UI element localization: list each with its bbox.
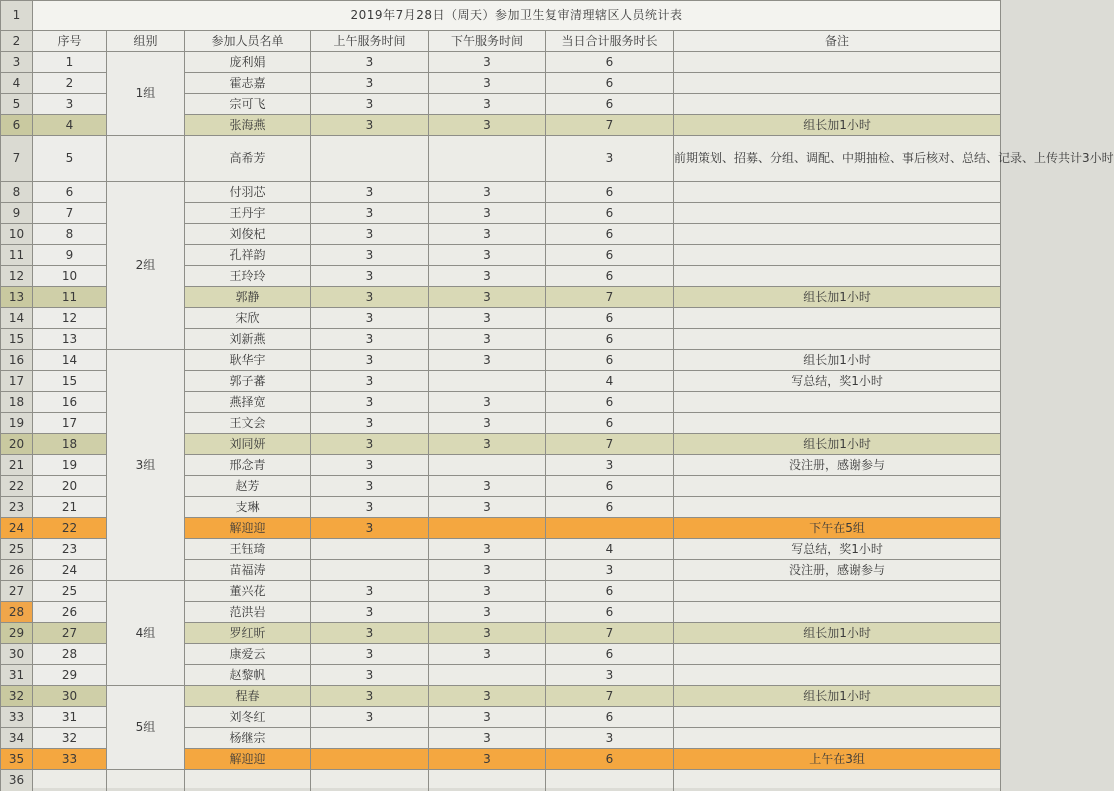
- total-cell[interactable]: 3: [546, 560, 674, 581]
- pm-cell[interactable]: 3: [429, 266, 546, 287]
- total-cell[interactable]: 7: [546, 623, 674, 644]
- pm-cell[interactable]: 3: [429, 73, 546, 94]
- note-cell[interactable]: [674, 644, 1001, 665]
- am-cell[interactable]: 3: [311, 203, 429, 224]
- row-header[interactable]: 27: [1, 581, 33, 602]
- note-cell[interactable]: 组长加1小时: [674, 350, 1001, 371]
- am-cell[interactable]: 3: [311, 182, 429, 203]
- seq-cell[interactable]: 5: [33, 136, 107, 182]
- row-header[interactable]: 2: [1, 31, 33, 52]
- total-cell[interactable]: 6: [546, 707, 674, 728]
- seq-cell[interactable]: 24: [33, 560, 107, 581]
- seq-cell[interactable]: 17: [33, 413, 107, 434]
- row-header[interactable]: 20: [1, 434, 33, 455]
- total-cell[interactable]: 7: [546, 434, 674, 455]
- seq-cell[interactable]: 18: [33, 434, 107, 455]
- total-cell[interactable]: [546, 518, 674, 539]
- am-cell[interactable]: [311, 749, 429, 770]
- seq-cell[interactable]: 32: [33, 728, 107, 749]
- seq-cell[interactable]: 22: [33, 518, 107, 539]
- empty-cell[interactable]: [429, 770, 546, 791]
- total-cell[interactable]: 6: [546, 476, 674, 497]
- row-header[interactable]: 10: [1, 224, 33, 245]
- note-cell[interactable]: 组长加1小时: [674, 287, 1001, 308]
- seq-cell[interactable]: 14: [33, 350, 107, 371]
- total-cell[interactable]: 7: [546, 686, 674, 707]
- name-cell[interactable]: 孔祥韵: [185, 245, 311, 266]
- note-cell[interactable]: 写总结，奖1小时: [674, 371, 1001, 392]
- seq-cell[interactable]: 8: [33, 224, 107, 245]
- pm-cell[interactable]: 3: [429, 686, 546, 707]
- seq-cell[interactable]: 31: [33, 707, 107, 728]
- name-cell[interactable]: 耿华宇: [185, 350, 311, 371]
- group-cell[interactable]: 1组: [107, 52, 185, 136]
- total-cell[interactable]: 4: [546, 371, 674, 392]
- seq-cell[interactable]: 3: [33, 94, 107, 115]
- pm-cell[interactable]: 3: [429, 623, 546, 644]
- pm-cell[interactable]: 3: [429, 350, 546, 371]
- pm-cell[interactable]: 3: [429, 287, 546, 308]
- pm-cell[interactable]: 3: [429, 539, 546, 560]
- seq-cell[interactable]: 13: [33, 329, 107, 350]
- am-cell[interactable]: 3: [311, 518, 429, 539]
- note-cell[interactable]: [674, 665, 1001, 686]
- pm-cell[interactable]: 3: [429, 413, 546, 434]
- note-cell[interactable]: [674, 182, 1001, 203]
- am-cell[interactable]: 3: [311, 707, 429, 728]
- seq-cell[interactable]: 16: [33, 392, 107, 413]
- total-cell[interactable]: 6: [546, 497, 674, 518]
- total-cell[interactable]: 6: [546, 329, 674, 350]
- note-cell[interactable]: [674, 602, 1001, 623]
- note-cell[interactable]: [674, 413, 1001, 434]
- row-header[interactable]: 32: [1, 686, 33, 707]
- pm-cell[interactable]: 3: [429, 245, 546, 266]
- am-cell[interactable]: 3: [311, 581, 429, 602]
- row-header[interactable]: 11: [1, 245, 33, 266]
- name-cell[interactable]: 支琳: [185, 497, 311, 518]
- note-cell[interactable]: 组长加1小时: [674, 686, 1001, 707]
- seq-cell[interactable]: 19: [33, 455, 107, 476]
- total-cell[interactable]: 6: [546, 182, 674, 203]
- name-cell[interactable]: 刘同妍: [185, 434, 311, 455]
- pm-cell[interactable]: [429, 371, 546, 392]
- total-cell[interactable]: 6: [546, 392, 674, 413]
- name-cell[interactable]: 赵芳: [185, 476, 311, 497]
- name-cell[interactable]: 付羽芯: [185, 182, 311, 203]
- row-header[interactable]: 24: [1, 518, 33, 539]
- pm-cell[interactable]: 3: [429, 728, 546, 749]
- name-cell[interactable]: 张海燕: [185, 115, 311, 136]
- name-cell[interactable]: 刘冬红: [185, 707, 311, 728]
- pm-cell[interactable]: [429, 665, 546, 686]
- seq-cell[interactable]: 23: [33, 539, 107, 560]
- total-cell[interactable]: 7: [546, 115, 674, 136]
- pm-cell[interactable]: 3: [429, 560, 546, 581]
- name-cell[interactable]: 霍志嘉: [185, 73, 311, 94]
- note-cell[interactable]: 前期策划、招募、分组、调配、中期抽检、事后核对、总结、记录、上传共计3小时: [674, 136, 1001, 182]
- pm-cell[interactable]: 3: [429, 329, 546, 350]
- row-header[interactable]: 13: [1, 287, 33, 308]
- header-group[interactable]: 组别: [107, 31, 185, 52]
- total-cell[interactable]: 6: [546, 52, 674, 73]
- pm-cell[interactable]: 3: [429, 434, 546, 455]
- seq-cell[interactable]: 20: [33, 476, 107, 497]
- row-header[interactable]: 17: [1, 371, 33, 392]
- am-cell[interactable]: [311, 728, 429, 749]
- am-cell[interactable]: 3: [311, 371, 429, 392]
- total-cell[interactable]: 3: [546, 665, 674, 686]
- total-cell[interactable]: 3: [546, 728, 674, 749]
- name-cell[interactable]: 王钰琦: [185, 539, 311, 560]
- note-cell[interactable]: [674, 224, 1001, 245]
- name-cell[interactable]: 邢念青: [185, 455, 311, 476]
- name-cell[interactable]: 郭静: [185, 287, 311, 308]
- row-header[interactable]: 8: [1, 182, 33, 203]
- seq-cell[interactable]: 33: [33, 749, 107, 770]
- row-header[interactable]: 25: [1, 539, 33, 560]
- am-cell[interactable]: 3: [311, 392, 429, 413]
- empty-cell[interactable]: [674, 770, 1001, 791]
- seq-cell[interactable]: 9: [33, 245, 107, 266]
- pm-cell[interactable]: [429, 136, 546, 182]
- seq-cell[interactable]: 12: [33, 308, 107, 329]
- row-header[interactable]: 14: [1, 308, 33, 329]
- total-cell[interactable]: 6: [546, 644, 674, 665]
- row-header[interactable]: 36: [1, 770, 33, 791]
- total-cell[interactable]: 6: [546, 203, 674, 224]
- am-cell[interactable]: 3: [311, 52, 429, 73]
- note-cell[interactable]: 没注册，感谢参与: [674, 560, 1001, 581]
- note-cell[interactable]: [674, 203, 1001, 224]
- note-cell[interactable]: [674, 266, 1001, 287]
- name-cell[interactable]: 董兴花: [185, 581, 311, 602]
- note-cell[interactable]: [674, 245, 1001, 266]
- pm-cell[interactable]: 3: [429, 308, 546, 329]
- name-cell[interactable]: 宗可飞: [185, 94, 311, 115]
- row-header[interactable]: 26: [1, 560, 33, 581]
- seq-cell[interactable]: 30: [33, 686, 107, 707]
- row-header[interactable]: 15: [1, 329, 33, 350]
- am-cell[interactable]: 3: [311, 434, 429, 455]
- row-header[interactable]: 31: [1, 665, 33, 686]
- row-header[interactable]: 6: [1, 115, 33, 136]
- row-header[interactable]: 5: [1, 94, 33, 115]
- group-cell[interactable]: [107, 136, 185, 182]
- empty-cell[interactable]: [33, 770, 107, 791]
- group-cell[interactable]: 3组: [107, 350, 185, 581]
- group-cell[interactable]: 2组: [107, 182, 185, 350]
- row-header[interactable]: 12: [1, 266, 33, 287]
- note-cell[interactable]: 没注册，感谢参与: [674, 455, 1001, 476]
- row-header[interactable]: 29: [1, 623, 33, 644]
- am-cell[interactable]: [311, 136, 429, 182]
- pm-cell[interactable]: 3: [429, 52, 546, 73]
- name-cell[interactable]: 郭子蕃: [185, 371, 311, 392]
- total-cell[interactable]: 6: [546, 224, 674, 245]
- total-cell[interactable]: 3: [546, 136, 674, 182]
- am-cell[interactable]: 3: [311, 686, 429, 707]
- seq-cell[interactable]: 21: [33, 497, 107, 518]
- seq-cell[interactable]: 2: [33, 73, 107, 94]
- sheet-title[interactable]: 2019年7月28日（周天）参加卫生复审清理辖区人员统计表: [33, 1, 1001, 31]
- name-cell[interactable]: 刘新燕: [185, 329, 311, 350]
- row-header[interactable]: 22: [1, 476, 33, 497]
- group-cell[interactable]: 5组: [107, 686, 185, 770]
- name-cell[interactable]: 王文会: [185, 413, 311, 434]
- am-cell[interactable]: 3: [311, 476, 429, 497]
- note-cell[interactable]: [674, 497, 1001, 518]
- pm-cell[interactable]: 3: [429, 749, 546, 770]
- pm-cell[interactable]: 3: [429, 602, 546, 623]
- am-cell[interactable]: 3: [311, 413, 429, 434]
- am-cell[interactable]: 3: [311, 94, 429, 115]
- am-cell[interactable]: 3: [311, 665, 429, 686]
- note-cell[interactable]: [674, 392, 1001, 413]
- note-cell[interactable]: [674, 728, 1001, 749]
- row-header[interactable]: 7: [1, 136, 33, 182]
- total-cell[interactable]: 6: [546, 308, 674, 329]
- empty-cell[interactable]: [185, 770, 311, 791]
- empty-cell[interactable]: [107, 770, 185, 791]
- name-cell[interactable]: 王玲玲: [185, 266, 311, 287]
- seq-cell[interactable]: 6: [33, 182, 107, 203]
- name-cell[interactable]: 宋欣: [185, 308, 311, 329]
- total-cell[interactable]: 6: [546, 94, 674, 115]
- am-cell[interactable]: 3: [311, 73, 429, 94]
- pm-cell[interactable]: 3: [429, 203, 546, 224]
- am-cell[interactable]: 3: [311, 245, 429, 266]
- name-cell[interactable]: 苗福涛: [185, 560, 311, 581]
- seq-cell[interactable]: 29: [33, 665, 107, 686]
- note-cell[interactable]: [674, 308, 1001, 329]
- total-cell[interactable]: 6: [546, 602, 674, 623]
- am-cell[interactable]: 3: [311, 287, 429, 308]
- header-seq[interactable]: 序号: [33, 31, 107, 52]
- seq-cell[interactable]: 4: [33, 115, 107, 136]
- row-header[interactable]: 23: [1, 497, 33, 518]
- name-cell[interactable]: 庞利娟: [185, 52, 311, 73]
- seq-cell[interactable]: 25: [33, 581, 107, 602]
- seq-cell[interactable]: 1: [33, 52, 107, 73]
- seq-cell[interactable]: 28: [33, 644, 107, 665]
- pm-cell[interactable]: 3: [429, 392, 546, 413]
- seq-cell[interactable]: 11: [33, 287, 107, 308]
- total-cell[interactable]: 6: [546, 245, 674, 266]
- name-cell[interactable]: 杨继宗: [185, 728, 311, 749]
- row-header[interactable]: 9: [1, 203, 33, 224]
- am-cell[interactable]: 3: [311, 350, 429, 371]
- total-cell[interactable]: 6: [546, 749, 674, 770]
- note-cell[interactable]: [674, 329, 1001, 350]
- note-cell[interactable]: [674, 476, 1001, 497]
- empty-cell[interactable]: [311, 770, 429, 791]
- row-header[interactable]: 16: [1, 350, 33, 371]
- pm-cell[interactable]: 3: [429, 115, 546, 136]
- name-cell[interactable]: 解迎迎: [185, 749, 311, 770]
- total-cell[interactable]: 7: [546, 287, 674, 308]
- am-cell[interactable]: 3: [311, 602, 429, 623]
- name-cell[interactable]: 范洪岩: [185, 602, 311, 623]
- am-cell[interactable]: 3: [311, 497, 429, 518]
- am-cell[interactable]: 3: [311, 329, 429, 350]
- row-header[interactable]: 1: [1, 1, 33, 31]
- am-cell[interactable]: [311, 560, 429, 581]
- header-pm[interactable]: 下午服务时间: [429, 31, 546, 52]
- header-total[interactable]: 当日合计服务时长: [546, 31, 674, 52]
- pm-cell[interactable]: 3: [429, 224, 546, 245]
- am-cell[interactable]: 3: [311, 115, 429, 136]
- total-cell[interactable]: 4: [546, 539, 674, 560]
- am-cell[interactable]: 3: [311, 266, 429, 287]
- seq-cell[interactable]: 15: [33, 371, 107, 392]
- pm-cell[interactable]: [429, 518, 546, 539]
- empty-cell[interactable]: [546, 770, 674, 791]
- name-cell[interactable]: 罗红昕: [185, 623, 311, 644]
- row-header[interactable]: 18: [1, 392, 33, 413]
- pm-cell[interactable]: 3: [429, 94, 546, 115]
- row-header[interactable]: 19: [1, 413, 33, 434]
- pm-cell[interactable]: 3: [429, 707, 546, 728]
- note-cell[interactable]: [674, 581, 1001, 602]
- total-cell[interactable]: 6: [546, 266, 674, 287]
- name-cell[interactable]: 刘俊杞: [185, 224, 311, 245]
- pm-cell[interactable]: 3: [429, 497, 546, 518]
- pm-cell[interactable]: [429, 455, 546, 476]
- header-note[interactable]: 备注: [674, 31, 1001, 52]
- am-cell[interactable]: 3: [311, 644, 429, 665]
- seq-cell[interactable]: 26: [33, 602, 107, 623]
- total-cell[interactable]: 6: [546, 350, 674, 371]
- group-cell[interactable]: 4组: [107, 581, 185, 686]
- header-name[interactable]: 参加人员名单: [185, 31, 311, 52]
- row-header[interactable]: 3: [1, 52, 33, 73]
- note-cell[interactable]: [674, 707, 1001, 728]
- note-cell[interactable]: [674, 52, 1001, 73]
- note-cell[interactable]: 组长加1小时: [674, 434, 1001, 455]
- am-cell[interactable]: 3: [311, 224, 429, 245]
- note-cell[interactable]: 上午在3组: [674, 749, 1001, 770]
- name-cell[interactable]: 解迎迎: [185, 518, 311, 539]
- note-cell[interactable]: 下午在5组: [674, 518, 1001, 539]
- pm-cell[interactable]: 3: [429, 182, 546, 203]
- name-cell[interactable]: 程春: [185, 686, 311, 707]
- am-cell[interactable]: 3: [311, 623, 429, 644]
- pm-cell[interactable]: 3: [429, 581, 546, 602]
- note-cell[interactable]: [674, 73, 1001, 94]
- name-cell[interactable]: 高希芳: [185, 136, 311, 182]
- row-header[interactable]: 21: [1, 455, 33, 476]
- pm-cell[interactable]: 3: [429, 644, 546, 665]
- name-cell[interactable]: 康爱云: [185, 644, 311, 665]
- name-cell[interactable]: 赵黎帆: [185, 665, 311, 686]
- row-header[interactable]: 33: [1, 707, 33, 728]
- am-cell[interactable]: 3: [311, 308, 429, 329]
- seq-cell[interactable]: 27: [33, 623, 107, 644]
- total-cell[interactable]: 6: [546, 581, 674, 602]
- seq-cell[interactable]: 7: [33, 203, 107, 224]
- name-cell[interactable]: 王丹宇: [185, 203, 311, 224]
- pm-cell[interactable]: 3: [429, 476, 546, 497]
- total-cell[interactable]: 3: [546, 455, 674, 476]
- am-cell[interactable]: [311, 539, 429, 560]
- name-cell[interactable]: 燕择宽: [185, 392, 311, 413]
- row-header[interactable]: 28: [1, 602, 33, 623]
- total-cell[interactable]: 6: [546, 413, 674, 434]
- row-header[interactable]: 35: [1, 749, 33, 770]
- row-header[interactable]: 4: [1, 73, 33, 94]
- row-header[interactable]: 34: [1, 728, 33, 749]
- note-cell[interactable]: [674, 94, 1001, 115]
- note-cell[interactable]: 组长加1小时: [674, 115, 1001, 136]
- am-cell[interactable]: 3: [311, 455, 429, 476]
- total-cell[interactable]: 6: [546, 73, 674, 94]
- note-cell[interactable]: 组长加1小时: [674, 623, 1001, 644]
- seq-cell[interactable]: 10: [33, 266, 107, 287]
- header-am[interactable]: 上午服务时间: [311, 31, 429, 52]
- row-header[interactable]: 30: [1, 644, 33, 665]
- note-cell[interactable]: 写总结，奖1小时: [674, 539, 1001, 560]
